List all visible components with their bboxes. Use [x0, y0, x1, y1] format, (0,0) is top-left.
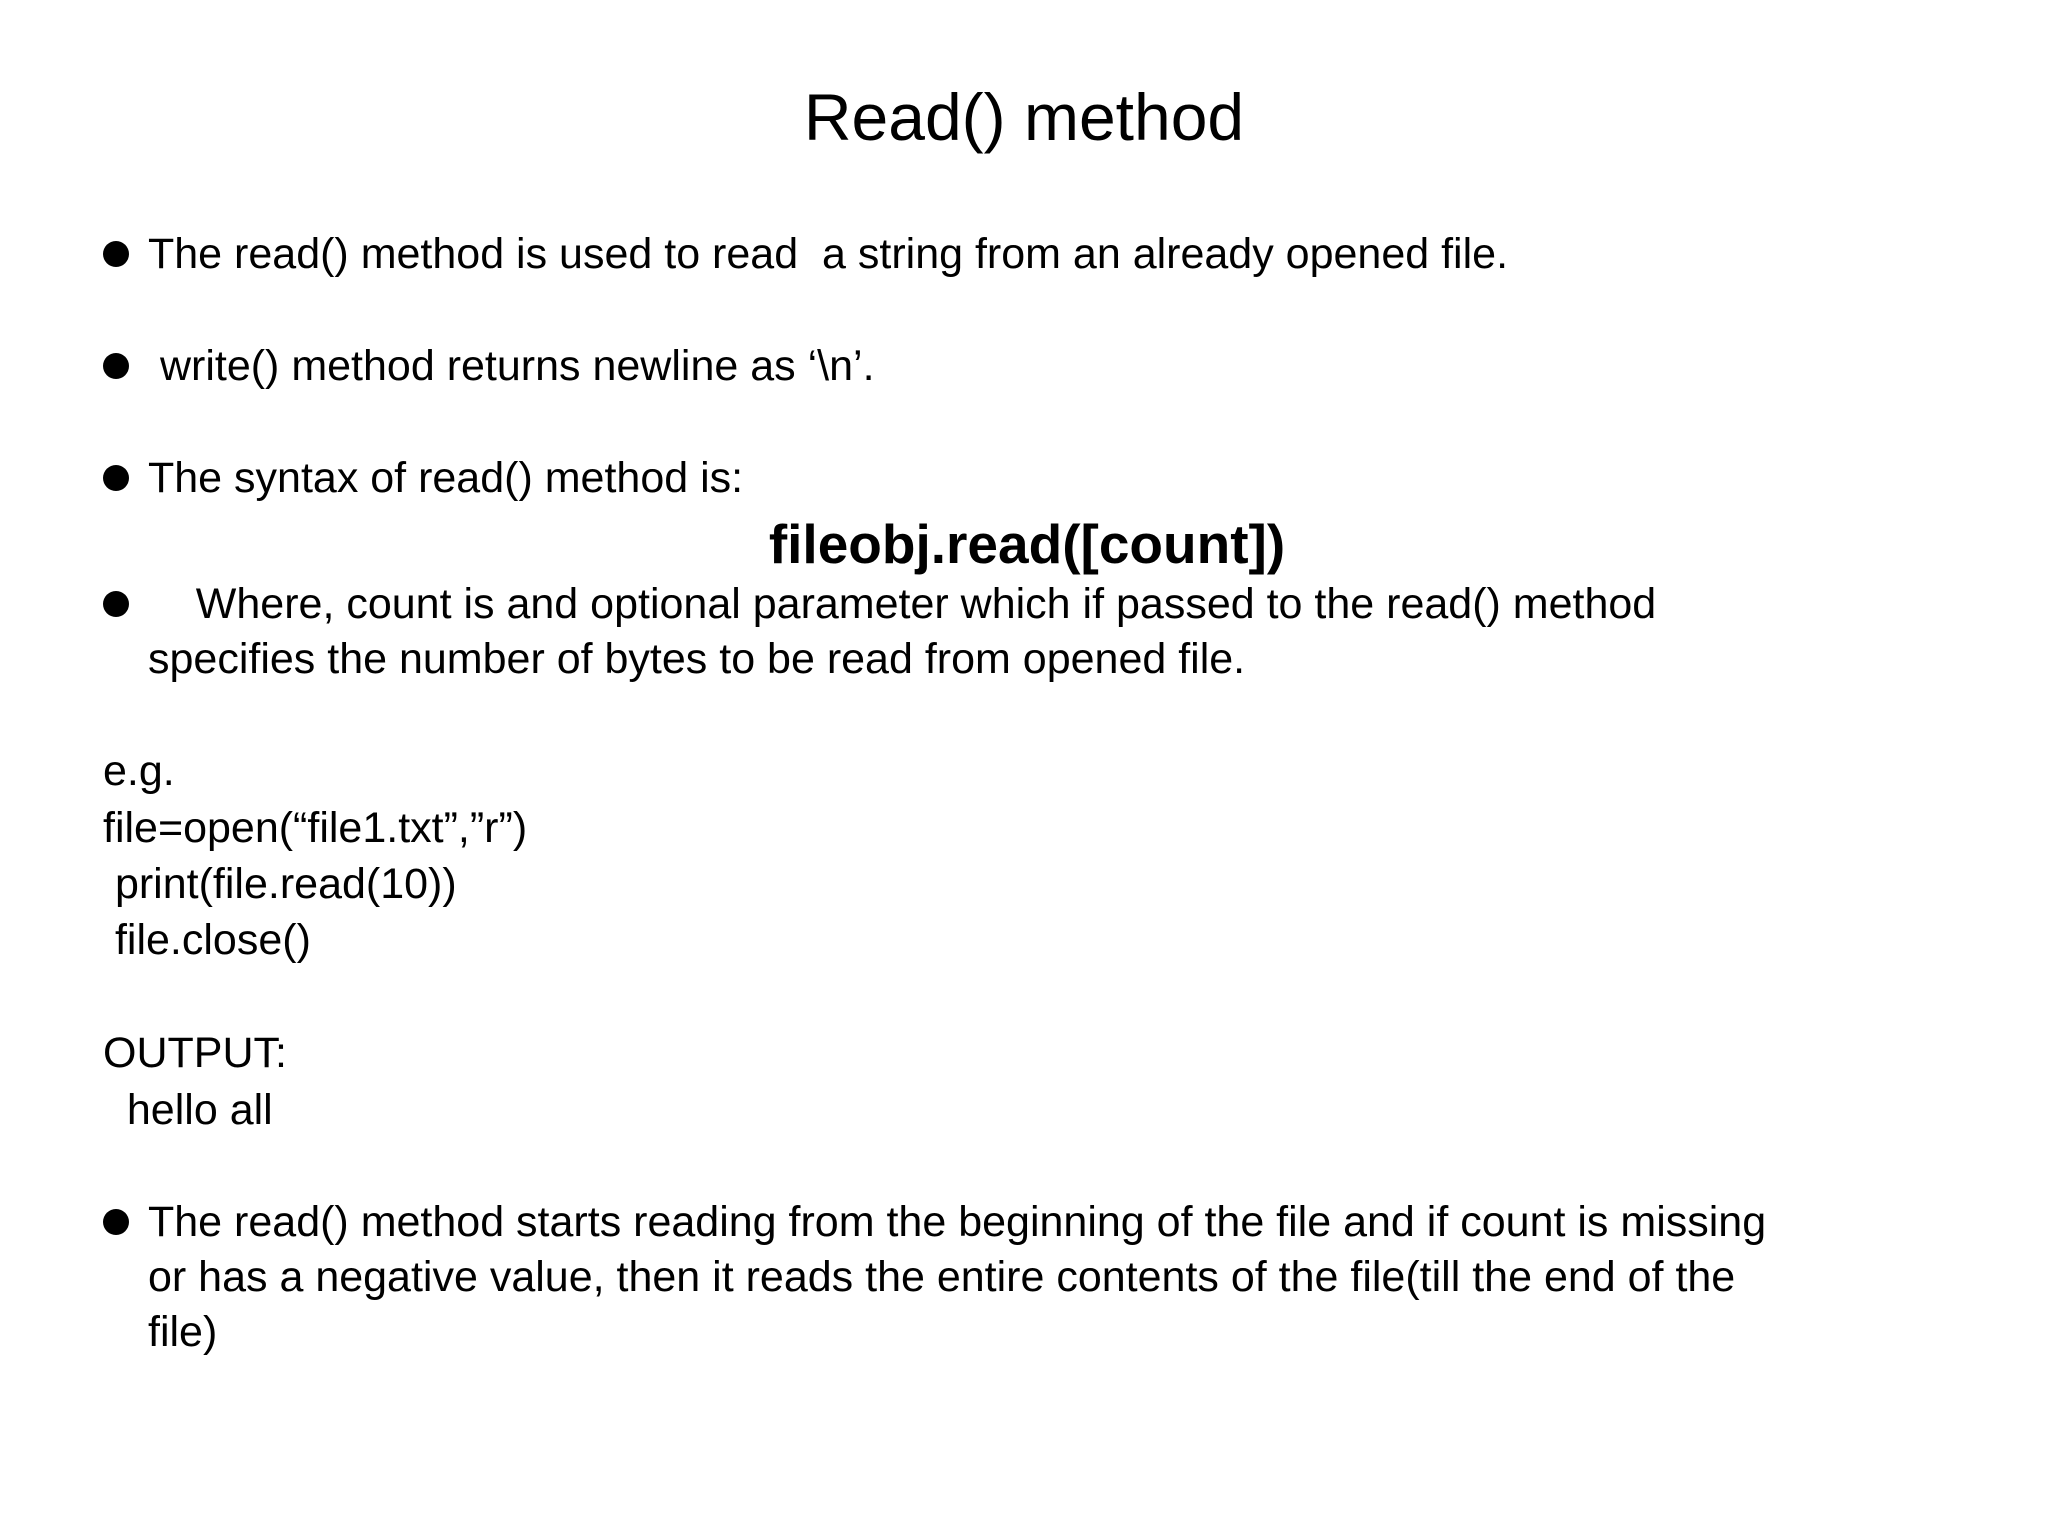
- bullet-dot-icon: [103, 1209, 129, 1235]
- bullet-dot-icon: [103, 591, 129, 617]
- slide-title: Read() method: [803, 80, 1245, 154]
- bullet-item: [103, 577, 1983, 692]
- bullet-dot-icon: [103, 465, 129, 491]
- code-line: file=open(“file1.txt”,”r”): [103, 804, 528, 852]
- bullet-text: The read() method is used to read a string from an already opened file.: [148, 230, 1509, 278]
- code-line: print(file.read(10)): [103, 860, 457, 908]
- bullet-item: [103, 451, 1983, 511]
- bullet-text: write() method returns newline as ‘\n’.: [148, 342, 875, 390]
- bullet-text: The syntax of read() method is:: [148, 454, 744, 502]
- output-value: hello all: [103, 1086, 273, 1134]
- example-label: e.g.: [103, 747, 175, 795]
- syntax-code: fileobj.read([count]): [768, 513, 1286, 575]
- code-line: file.close(): [103, 916, 311, 964]
- output-label: OUTPUT:: [103, 1029, 287, 1077]
- bullet-dot-icon: [103, 241, 129, 267]
- bullet-item: [103, 227, 1983, 287]
- bullet-text: Where, count is and optional parameter which if passed to the read() method specifies the number of bytes to be read from opened file.: [148, 580, 1657, 683]
- bullet-text: The read() method starts reading from the beginning of the file and if count is missing or has a negative value, then it reads the entire contents of the file(till the end of the file): [148, 1198, 1767, 1356]
- bullet-item: [103, 1195, 1983, 1365]
- bullet-dot-icon: [103, 353, 129, 379]
- bullet-item: [103, 339, 1983, 399]
